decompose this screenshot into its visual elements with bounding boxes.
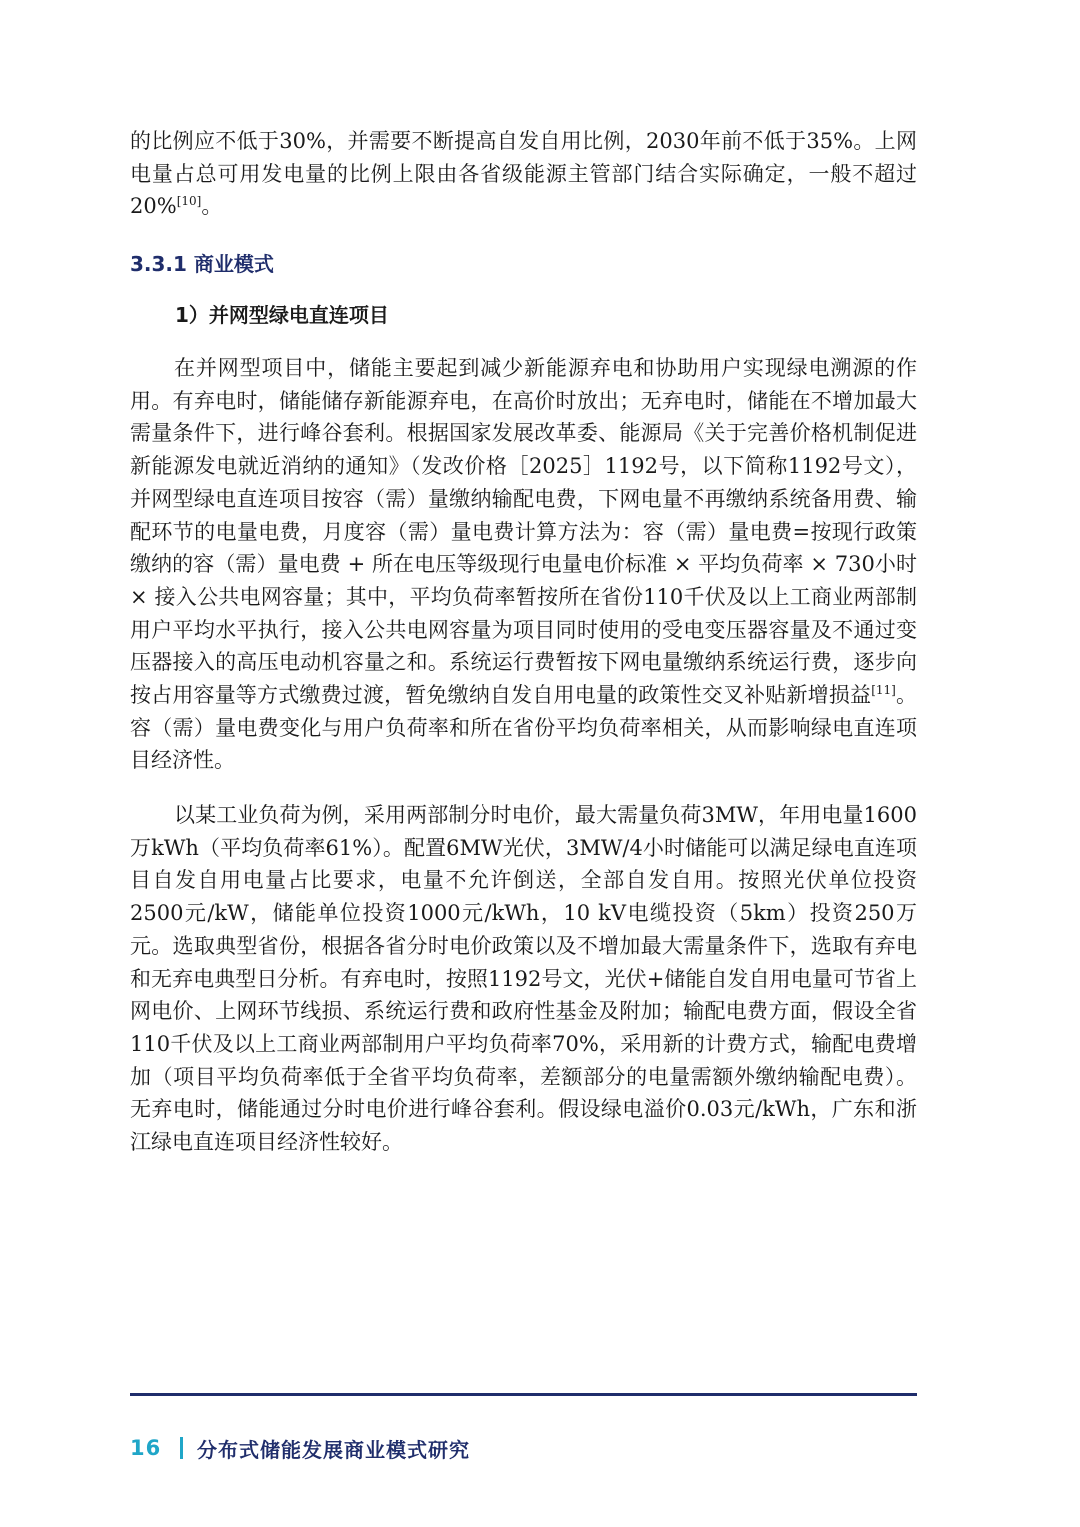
citation-10: [10] [176,194,202,209]
footer-divider [130,1393,917,1396]
paragraph-example: 以某工业负荷为例，采用两部制分时电价，最大需量负荷3MW，年用电量1600万kWh（平均负荷率61%）。配置6MW光伏，3MW/4小时储能可以满足绿电直连项目自发自用电量占比要求，电量不允许倒送，全部自发自用。按照光伏单位投资2500元/kW，储能单位投资1000元/kWh，10 kV电缆投资（5km）投资250万元。选取典型省份，根据各省分时电价政策以及不增加最大需量条件下，选取有弃电和无弃电典型日分析。有弃电时，按照1192号文，光伏+储能自发自用电量可节省上网电价、上网环节线损、系统运行费和政府性基金及附加；输配电费方面，假设全省110千伏及以上工商业两部制用户平均负荷率70%，采用新的计费方式，输配电费增加（项目平均负荷率低于全省平均负荷率，差额部分的电量需额外缴纳输配电费）。无弃电时，储能通过分时电价进行峰谷套利。假设绿电溢价0.03元/kWh，广东和浙江绿电直连项目经济性较好。 [130,803,917,1155]
paragraph-grid-connected [130,352,917,777]
section-heading: 3.3.1 商业模式 [130,252,274,276]
intro-paragraph [130,125,917,223]
page-number: 16 [130,1436,162,1460]
paragraph1-text-end: 。容（需）量电费变化与用户负荷率和所在省份平均负荷率相关，从而影响绿电直连项目经济性。 [130,683,918,773]
report-title: 分布式储能发展商业模式研究 [197,1437,470,1462]
intro-end: 。 [201,194,223,219]
intro-text: 的比例应不低于30%，并需要不断提高自发自用比例，2030年前不低于35%。上网电量占总可用发电量的比例上限由各省级能源主管部门结合实际确定，一般不超过20% [130,129,917,219]
subheading: 1）并网型绿电直连项目 [175,303,389,327]
footer-separator [180,1437,183,1459]
citation-11: [11] [871,683,896,698]
page-footer [130,1430,470,1466]
paragraph1-text: 在并网型项目中，储能主要起到减少新能源弃电和协助用户实现绿电溯源的作用。有弃电时，储能储存新能源弃电，在高价时放出；无弃电时，储能在不增加最大需量条件下，进行峰谷套利。根据国家发展改革委、能源局《关于完善价格机制促进新能源发电就近消纳的通知》（发改价格［2025］1192号，以下简称1192号文），并网型绿电直连项目按容（需）量缴纳输配电费，下网电量不再缴纳系统备用费、输配环节的电量电费，月度容（需）量电费计算方法为：容（需）量电费=按现行政策缴纳的容（需）量电费 + 所在电压等级现行电量电价标准 × 平均负荷率 × 730小时 × 接入公共电网容量；其中，平均负荷率暂按所在省份110千伏及以上工商业两部制用户平均水平执行，接入公共电网容量为项目同时使用的受电变压器容量及不通过变压器接入的高压电动机容量之和。系统运行费暂按下网电量缴纳系统运行费，逐步向按占用容量等方式缴费过渡，暂免缴纳自发自用电量的政策性交叉补贴新增损益 [130,356,917,708]
